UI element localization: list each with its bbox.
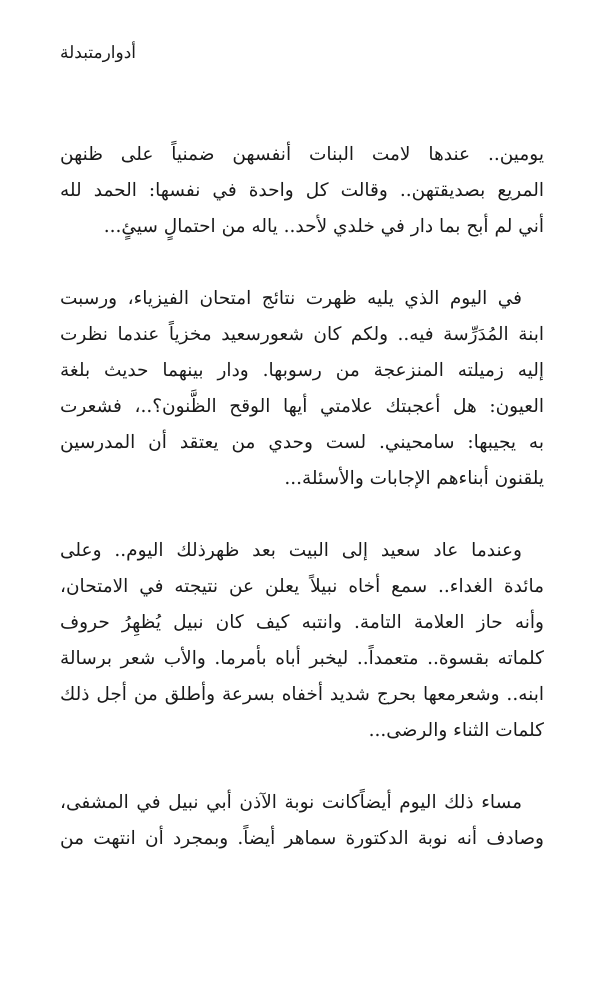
paragraph (60, 533, 544, 749)
text-line: العيون: هل أعجبتك علامتي أيها الوقح الظَّنون؟..، فشعرت (60, 396, 544, 417)
running-header-title: أدوارمتبدلة (60, 43, 137, 63)
paragraph (60, 785, 544, 857)
paragraph (60, 137, 544, 245)
body-text (60, 137, 544, 857)
text-line: وأنه حاز العلامة التامة. وانتبه كيف كان نبيل يُظهِرُ حروف (60, 612, 544, 633)
text-line: في اليوم الذي يليه ظهرت نتائج امتحان الفيزياء، ورسبت (60, 288, 522, 309)
text-line: مساء ذلك اليوم أيضاًكانت نوبة الآذن أبي نبيل في المشفى، (60, 792, 522, 813)
text-line: ابنة المُدَرِّسة فيه.. ولكم كان شعورسعيد مخزياً عندما نظرت (60, 324, 544, 345)
text-line: يلقنون أبناءهم الإجابات والأسئلة... (284, 468, 544, 489)
text-line: يومين.. عندها لامت البنات أنفسهن ضمنياً على ظنهن (60, 144, 544, 165)
text-line: وعندما عاد سعيد إلى البيت بعد ظهرذلك اليوم.. وعلى (60, 540, 522, 561)
text-line: مائدة الغداء.. سمع أخاه نبيلاً يعلن عن نتيجته في الامتحان، (60, 576, 544, 597)
paragraph (60, 281, 544, 497)
text-line: كلماته بقسوة.. متعمداً.. ليخبر أباه بأمرما. والأب شعر برسالة (60, 648, 544, 669)
text-line: المريع بصديقتهن.. وقالت كل واحدة في نفسها: الحمد لله (60, 180, 544, 201)
text-line: ابنه.. وشعرمعها بحرج شديد أخفاه بسرعة وأطلق من أجل ذلك (60, 684, 544, 705)
text-line: كلمات الثناء والرضى... (368, 720, 544, 741)
text-line: إليه زميلته المنزعجة من رسوبها. ودار بينهما حديث بلغة (60, 360, 544, 381)
text-line: به يجيبها: سامحيني. لست وحدي من يعتقد أن المدرسين (60, 432, 544, 453)
text-line: وصادف أنه نوبة الدكتورة سماهر أيضاً. وبمجرد أن انتهت من (60, 828, 544, 849)
text-line: أني لم أبح بما دار في خلدي لأحد.. ياله من احتمالٍ سيئٍ... (103, 216, 544, 237)
